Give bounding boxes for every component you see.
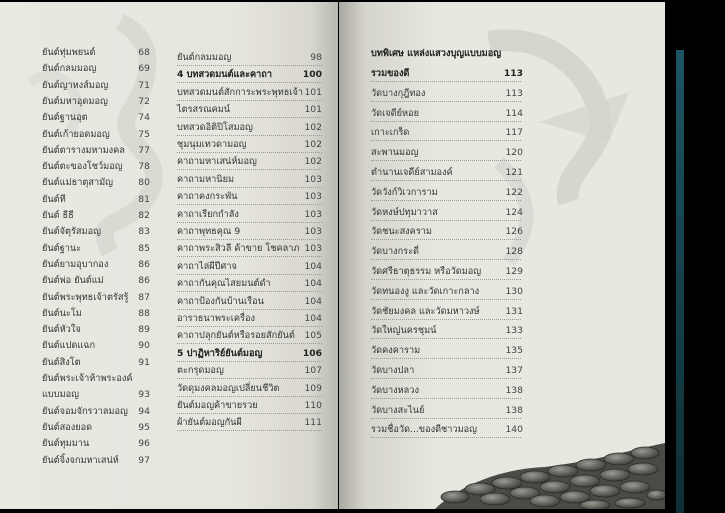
toc-entry-page: 82: [138, 210, 150, 221]
book-edge: [665, 0, 725, 513]
toc-entry-title: ผ้ายันต์มอญกันผี: [177, 417, 242, 429]
toc-entry-page: 91: [138, 356, 150, 368]
toc-entry-title: ยันต์แม่ธาตุสามัญ: [42, 177, 113, 189]
toc-entry-title: คาถามหานิยม: [177, 173, 235, 185]
toc-entry-title: ยันต์ตะของโชว์มอญ: [42, 161, 123, 173]
toc-entry-page: 114: [505, 107, 523, 119]
entry-underline: [177, 82, 322, 83]
toc-entry-page: 110: [304, 400, 322, 411]
toc-entry-title: ยันต์มอญค้าขายรวย: [177, 400, 258, 411]
toc-entry-page: 85: [138, 242, 150, 254]
entry-underline: [177, 396, 322, 397]
toc-entry-title: คาถาไล่ผีปีศาจ: [177, 260, 237, 272]
toc-entry-title: สะพานมอญ: [371, 147, 419, 159]
coins-illustration: [435, 439, 665, 509]
toc-entry-title: วัดเจดีย์หอย: [371, 107, 419, 119]
toc-entry-title: คาถาคงกระพัน: [177, 191, 238, 203]
entry-underline: [177, 274, 322, 275]
toc-entry-title: ตำนานเจดีย์สามองค์: [371, 167, 453, 178]
toc-entry-title: ยันต์สิงโต: [42, 356, 81, 368]
toc-entry-page: 138: [505, 384, 523, 396]
toc-entry-title: ยันต์ ธีธี: [42, 210, 74, 221]
toc-entry-title: คาถาพระสิวลี ค้าขาย โชคลาภ: [177, 243, 300, 255]
toc-entry-title: ยันต์เก้ายอดมอญ: [42, 128, 110, 140]
toc-entry-page: 107: [304, 365, 322, 377]
toc-entry-title: วัดบางสะไนย์: [371, 404, 425, 416]
toc-entry-page: 104: [304, 278, 322, 290]
toc-entry-title: ยันต์แปดแฉก: [42, 340, 96, 352]
toc-entry-page: 102: [304, 156, 322, 168]
toc-entry-title: คาถาพุทธคุณ 9: [177, 226, 241, 237]
entry-underline: [371, 81, 521, 82]
toc-entry-page: 102: [304, 139, 322, 150]
toc-entry-page: 88: [138, 307, 150, 319]
entry-underline: [371, 140, 521, 141]
toc-entry-page: 86: [138, 275, 150, 287]
toc-entry-page: 95: [138, 421, 150, 433]
toc-entry-title: ยันต์กลมมอญ: [177, 52, 232, 63]
entry-underline: [177, 204, 322, 205]
toc-entry-title: วัดศรีธาตุธรรม หรือวัดมอญ: [371, 266, 482, 277]
toc-entry-page: 133: [505, 325, 523, 337]
entry-underline: [371, 101, 521, 102]
toc-entry-title: วัดบางกระดี่: [371, 246, 420, 258]
toc-entry-title: ยันต์ทุมมาน: [42, 438, 90, 450]
toc-entry-title: ยันต์พระเจ้าห้าพระองค์: [42, 373, 133, 384]
entry-underline: [177, 309, 322, 310]
entry-underline: [177, 361, 322, 362]
entry-underline: [177, 187, 322, 188]
toc-entry-page: 87: [138, 291, 150, 303]
toc-entry-title: ยันต์ฐานอุต: [42, 112, 88, 124]
entry-underline: [371, 160, 521, 161]
entry-underline: [371, 259, 521, 260]
toc-entry-page: 103: [304, 173, 322, 185]
toc-entry-page: 81: [138, 193, 150, 205]
entry-underline: [371, 299, 521, 300]
toc-entry-page: 140: [505, 424, 523, 436]
entry-underline: [371, 121, 521, 122]
entry-underline: [177, 413, 322, 414]
toc-entry-page: 121: [505, 167, 523, 178]
toc-entry-page: 80: [138, 177, 150, 189]
toc-entry-title: คาถาปลุกยันต์หรือรอยสักยันต์: [177, 330, 295, 342]
toc-entry-title: วัดบางกุฎีทอง: [371, 87, 426, 99]
toc-entry-title: วัดทนองงู และวัดเกาะกลาง: [371, 285, 480, 297]
toc-entry-title: วัดหงษ์ปทุมาวาส: [371, 206, 438, 218]
toc-entry-page: 113: [503, 68, 523, 79]
toc-entry-page: 122: [505, 186, 523, 198]
entry-underline: [371, 378, 521, 379]
entry-underline: [177, 117, 322, 118]
toc-entry-page: 102: [304, 121, 322, 133]
toc-entry-page: 93: [138, 389, 150, 401]
toc-entry-title: รวมชื่อวัด...ของดีชาวมอญ: [371, 424, 477, 436]
toc-entry-title: ยันต์พ่อ ยันต์แม่: [42, 275, 104, 287]
entry-underline: [371, 358, 521, 359]
toc-entry-page: 103: [304, 208, 322, 220]
toc-entry-page: 98: [310, 52, 322, 63]
entry-underline: [177, 343, 322, 344]
toc-entry-page: 124: [505, 206, 523, 218]
toc-entry-title: เกาะเกร็ด: [371, 127, 410, 139]
entry-underline: [371, 319, 521, 320]
toc-entry-title: ชุมนุมเทวดามอญ: [177, 139, 247, 150]
toc-entry-page: 104: [304, 295, 322, 307]
toc-entry-title: ยันต์มหาอุดมอญ: [42, 95, 108, 107]
toc-entry-title: อาราธนาพระเครื่อง: [177, 313, 255, 324]
entry-underline: [371, 180, 521, 181]
toc-entry-page: 103: [304, 243, 322, 255]
toc-entry-title: วัดใหญ่นครชุมน์: [371, 325, 437, 337]
entry-underline: [177, 430, 322, 431]
toc-entry-title: คาถาเรียกกำลัง: [177, 208, 239, 220]
entry-underline: [177, 135, 322, 136]
toc-entry-title: คาถากันคุณไสยมนต์ดำ: [177, 278, 271, 290]
entry-underline: [371, 239, 521, 240]
section-title: บทพิเศษ แหล่งแสวงบุญแบบมอญ: [371, 48, 502, 59]
toc-entry-page: 103: [304, 226, 322, 237]
toc-entry-page: 111: [304, 417, 322, 429]
entry-underline: [177, 169, 322, 170]
toc-entry-page: 96: [138, 438, 150, 450]
toc-entry-page: 101: [304, 104, 322, 116]
toc-entry-page: 97: [138, 454, 150, 466]
toc-entry-title: ยันต์ที: [42, 193, 66, 205]
toc-entry-page: 104: [304, 260, 322, 272]
toc-entry-title: ยันต์พระพุทธเจ้าตรัสรู้: [42, 291, 129, 303]
toc-entry-page: 71: [138, 79, 150, 91]
toc-entry-page: 105: [304, 330, 322, 342]
toc-entry-title: ยันต์ญาหงส์มอญ: [42, 79, 109, 91]
toc-entry-page: 137: [505, 365, 523, 376]
toc-entry-page: 74: [138, 112, 150, 124]
entry-underline: [371, 279, 521, 280]
toc-entry-title: แบบมอญ: [42, 389, 79, 401]
toc-entry-page: 100: [302, 69, 322, 81]
entry-underline: [177, 65, 322, 66]
toc-entry-title: วัดคงคาราม: [371, 345, 421, 357]
entry-underline: [177, 291, 322, 292]
toc-entry-page: 135: [505, 345, 523, 357]
entry-underline: [177, 239, 322, 240]
toc-entry-page: 94: [138, 405, 150, 417]
toc-entry-page: 138: [505, 404, 523, 416]
toc-entry-page: 117: [505, 127, 523, 139]
toc-entry-title: ยันต์จิ้งจกมหาเสน่ห์: [42, 454, 119, 466]
entry-underline: [177, 100, 322, 101]
toc-entry-page: 69: [138, 63, 150, 75]
entry-underline: [371, 418, 521, 419]
entry-underline: [371, 200, 521, 201]
toc-entry-title: ยันต์หัวใจ: [42, 324, 81, 336]
toc-entry-page: 126: [505, 226, 523, 238]
toc-entry-page: 131: [505, 305, 523, 317]
toc-entry-title: 4 บทสวดมนต์และคาถา: [177, 69, 273, 81]
left-page: [0, 2, 338, 509]
entry-underline: [371, 220, 521, 221]
toc-entry-page: 130: [505, 285, 523, 297]
right-page: [339, 2, 665, 509]
toc-entry-title: ตะกรุดมอญ: [177, 365, 224, 377]
toc-entry-page: 90: [138, 340, 150, 352]
toc-entry-title: บทสวดมนต์สักการะพระพุทธเจ้า: [177, 86, 304, 98]
toc-entry-title: ยันต์ตารางมหามงคล: [42, 144, 125, 156]
toc-entry-title: วัดบางหลวง: [371, 384, 419, 396]
toc-entry-title: คาถาป้องกันบ้านเรือน: [177, 295, 264, 307]
entry-underline: [371, 338, 521, 339]
toc-entry-page: 72: [138, 95, 150, 107]
toc-entry-page: 86: [138, 258, 150, 270]
toc-entry-page: 75: [138, 128, 150, 140]
toc-entry-page: 68: [138, 47, 150, 58]
toc-entry-title: ยันต์ยามอุบากอง: [42, 258, 109, 270]
entry-underline: [177, 152, 322, 153]
toc-entry-page: 128: [505, 246, 523, 258]
toc-entry-title: วัดชนะสงคราม: [371, 226, 432, 238]
toc-entry-page: 101: [304, 86, 322, 98]
toc-entry-title: บทสวดอิติปิโสมอญ: [177, 121, 253, 133]
book-cover-edge: [676, 50, 684, 513]
toc-entry-title: ยันต์จอมจักรวาลมอญ: [42, 405, 128, 417]
toc-entry-title: ไตรสรณคมน์: [177, 104, 231, 116]
toc-entry-title: รวมของดี: [371, 68, 410, 79]
toc-entry-page: 104: [304, 313, 322, 324]
toc-entry-page: 129: [505, 266, 523, 277]
entry-underline: [177, 222, 322, 223]
toc-entry-title: ยันต์ฐานะ: [42, 242, 82, 254]
toc-entry-title: วัดดุมงคลมอญเปลี่ยนชีวิต: [177, 382, 280, 394]
toc-entry-page: 103: [304, 191, 322, 203]
toc-entry-title: ยันต์จัตุรัสมอญ: [42, 226, 101, 238]
toc-entry-page: 83: [138, 226, 150, 238]
toc-entry-title: ยันต์กลมมอญ: [42, 63, 97, 75]
toc-entry-title: ยันต์สองยอด: [42, 421, 93, 433]
toc-entry-page: 113: [505, 87, 523, 99]
toc-entry-page: 106: [302, 347, 322, 359]
entry-underline: [371, 398, 521, 399]
toc-entry-title: วัดวังก์วิเวการาม: [371, 186, 438, 198]
toc-entry-title: ยันต์นะโม: [42, 307, 82, 319]
toc-entry-title: คาถามหาเสน่ห์มอญ: [177, 156, 257, 168]
toc-entry-title: ยันต์ทุ่มพยนต์: [42, 47, 96, 58]
toc-entry-page: 120: [505, 147, 523, 159]
toc-entry-page: 78: [138, 161, 150, 173]
toc-entry-title: 5 ปาฏิหาริย์ยันต์มอญ: [177, 347, 263, 359]
toc-entry-page: 77: [138, 144, 150, 156]
entry-underline: [177, 256, 322, 257]
toc-entry-page: 109: [304, 382, 322, 394]
toc-entry-title: วัดชัยมงคล และวัดมหาวงษ์: [371, 305, 480, 317]
toc-entry-page: 89: [138, 324, 150, 336]
entry-underline: [177, 378, 322, 379]
entry-underline: [177, 326, 322, 327]
toc-entry-title: วัดบางปลา: [371, 365, 415, 376]
